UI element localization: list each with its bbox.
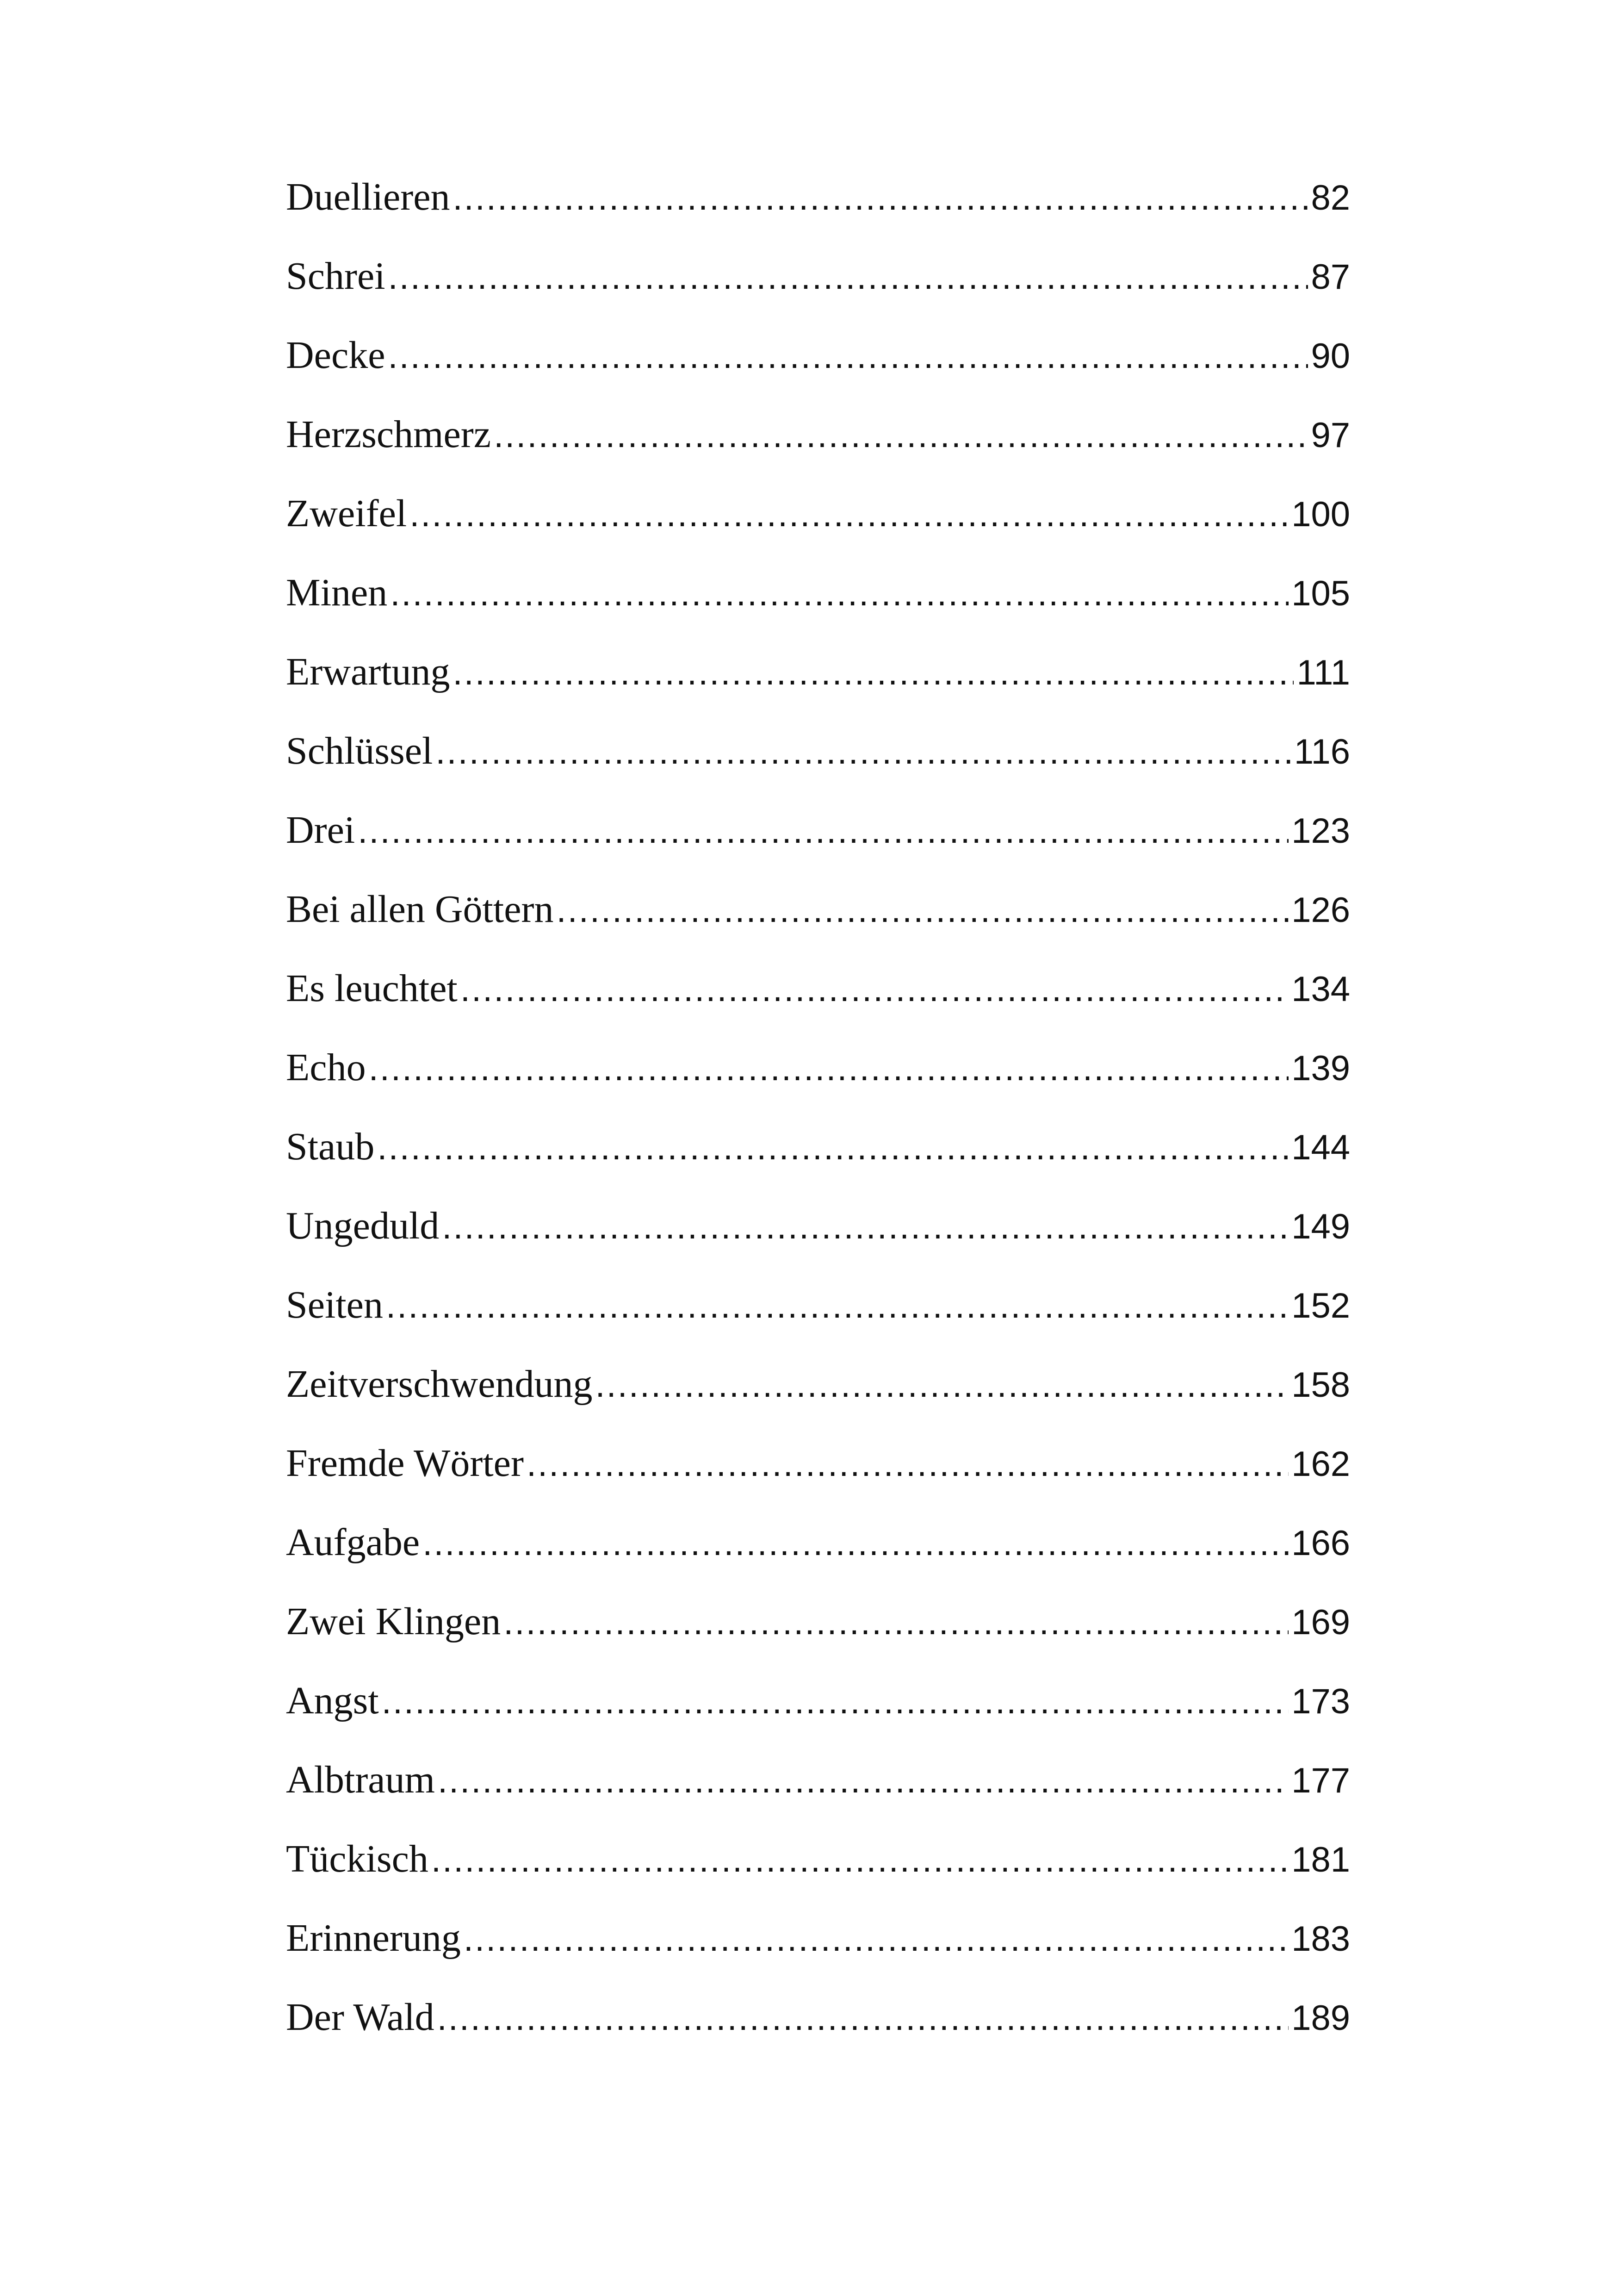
toc-entry-title: Erinnerung xyxy=(286,1916,461,1960)
toc-entry xyxy=(286,236,1350,316)
toc-dot-leader xyxy=(453,633,1294,712)
toc-entry xyxy=(286,474,1350,553)
toc-entry xyxy=(286,553,1350,632)
toc-dot-leader xyxy=(556,871,1289,950)
toc-entry xyxy=(286,157,1350,236)
toc-entry-title: Der Wald xyxy=(286,1996,434,2039)
toc-entry xyxy=(286,870,1350,949)
toc-dot-leader xyxy=(438,1741,1289,1820)
toc-entry xyxy=(286,1978,1350,2057)
toc-dot-leader xyxy=(460,950,1289,1029)
toc-entry-page: 169 xyxy=(1291,1603,1350,1642)
toc-entry-title: Es leuchtet xyxy=(286,967,458,1010)
toc-entry-title: Bei allen Göttern xyxy=(286,888,554,931)
toc-entry-title: Zeitverschwendung xyxy=(286,1363,593,1406)
toc-entry xyxy=(286,1661,1350,1740)
toc-entry-page: 158 xyxy=(1291,1365,1350,1405)
toc-entry xyxy=(286,790,1350,870)
toc-entry-page: 97 xyxy=(1311,416,1350,455)
toc-entry-page: 116 xyxy=(1294,732,1350,772)
toc-entry-page: 166 xyxy=(1291,1524,1350,1563)
toc-entry-title: Echo xyxy=(286,1046,366,1089)
toc-entry xyxy=(286,1028,1350,1107)
toc-entry-page: 144 xyxy=(1291,1128,1350,1167)
toc-entry-title: Fremde Wörter xyxy=(286,1442,524,1485)
toc-entry xyxy=(286,949,1350,1028)
toc-entry-page: 126 xyxy=(1291,890,1350,930)
toc-entry-title: Zwei Klingen xyxy=(286,1600,501,1643)
toc-entry-title: Schrei xyxy=(286,255,385,298)
toc-entry-page: 123 xyxy=(1291,811,1350,851)
toc-dot-leader xyxy=(390,554,1289,633)
toc-entry-title: Duellieren xyxy=(286,175,450,218)
toc-entry-page: 152 xyxy=(1291,1286,1350,1325)
toc-entry-title: Seiten xyxy=(286,1283,383,1326)
toc-entry-page: 162 xyxy=(1291,1444,1350,1484)
toc-dot-leader xyxy=(388,237,1308,317)
toc-entry xyxy=(286,1898,1350,1978)
toc-entry xyxy=(286,1107,1350,1186)
toc-entry-title: Aufgabe xyxy=(286,1521,420,1564)
table-of-contents xyxy=(286,157,1350,2057)
toc-entry xyxy=(286,1819,1350,1898)
toc-dot-leader xyxy=(386,1266,1289,1345)
toc-entry xyxy=(286,1740,1350,1819)
toc-entry-page: 183 xyxy=(1291,1919,1350,1959)
toc-dot-leader xyxy=(437,1979,1289,2058)
toc-entry-title: Staub xyxy=(286,1125,375,1168)
toc-entry-page: 87 xyxy=(1311,257,1350,297)
toc-dot-leader xyxy=(422,1504,1289,1583)
toc-entry-title: Erwartung xyxy=(286,650,450,693)
toc-entry xyxy=(286,632,1350,711)
toc-dot-leader xyxy=(377,1108,1289,1187)
toc-entry-title: Tückisch xyxy=(286,1837,428,1880)
toc-entry-title: Ungeduld xyxy=(286,1204,440,1247)
toc-dot-leader xyxy=(442,1187,1289,1266)
toc-entry-page: 100 xyxy=(1291,495,1350,534)
toc-dot-leader xyxy=(464,1899,1289,1979)
toc-entry-page: 181 xyxy=(1291,1840,1350,1879)
toc-entry-page: 90 xyxy=(1311,336,1350,376)
toc-entry xyxy=(286,1424,1350,1503)
toc-entry-page: 105 xyxy=(1291,574,1350,613)
toc-dot-leader xyxy=(388,317,1308,396)
toc-entry xyxy=(286,1344,1350,1424)
toc-entry xyxy=(286,1503,1350,1582)
toc-entry-page: 82 xyxy=(1311,178,1350,218)
toc-entry-page: 111 xyxy=(1296,653,1350,692)
toc-dot-leader xyxy=(358,791,1289,871)
toc-dot-leader xyxy=(435,712,1291,791)
toc-entry-page: 177 xyxy=(1291,1761,1350,1800)
toc-entry-title: Decke xyxy=(286,334,385,377)
toc-entry-page: 134 xyxy=(1291,970,1350,1009)
toc-dot-leader xyxy=(409,475,1289,554)
toc-entry-page: 149 xyxy=(1291,1207,1350,1246)
toc-entry-title: Minen xyxy=(286,571,388,614)
toc-entry-page: 189 xyxy=(1291,1998,1350,2038)
toc-entry xyxy=(286,395,1350,474)
toc-dot-leader xyxy=(369,1029,1289,1108)
toc-dot-leader xyxy=(431,1820,1289,1899)
toc-entry-page: 139 xyxy=(1291,1049,1350,1088)
toc-dot-leader xyxy=(503,1583,1289,1662)
toc-entry-title: Schlüssel xyxy=(286,729,433,772)
toc-entry xyxy=(286,1186,1350,1265)
toc-dot-leader xyxy=(382,1662,1289,1741)
toc-entry-title: Albtraum xyxy=(286,1758,435,1801)
toc-dot-leader xyxy=(595,1345,1289,1425)
toc-entry xyxy=(286,1265,1350,1344)
toc-entry xyxy=(286,711,1350,790)
toc-entry xyxy=(286,316,1350,395)
toc-entry-title: Drei xyxy=(286,809,355,852)
toc-dot-leader xyxy=(527,1425,1289,1504)
toc-entry-title: Angst xyxy=(286,1679,379,1722)
toc-entry-title: Zweifel xyxy=(286,492,407,535)
toc-entry-page: 173 xyxy=(1291,1682,1350,1721)
toc-dot-leader xyxy=(453,158,1308,237)
toc-entry-title: Herzschmerz xyxy=(286,413,491,456)
toc-dot-leader xyxy=(494,396,1308,475)
toc-entry xyxy=(286,1582,1350,1661)
